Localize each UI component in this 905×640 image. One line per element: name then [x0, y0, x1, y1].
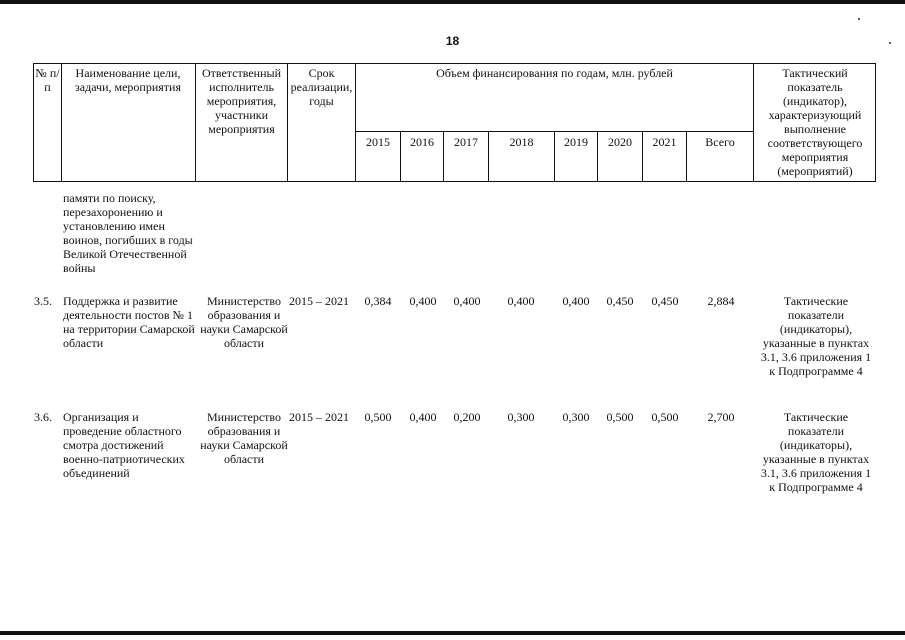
header-executor: Ответственный исполнитель мероприятия, участники мероприятия [201, 66, 282, 136]
header-total: Всего [705, 135, 735, 149]
value-total: 2,700 [707, 410, 735, 424]
continuation-text: памяти по поиску, перезахоронению и установлению имен воинов, погибших в годы Великой Отечественной войны [63, 191, 193, 275]
header-year: 2015 [366, 135, 390, 149]
row-name: Организация и проведение областного смотра достижений военно-патриотических объединений [63, 410, 185, 480]
header-year: 2020 [608, 135, 632, 149]
row-no: 3.5. [34, 294, 52, 308]
value-2017: 0,200 [453, 410, 481, 424]
value-total: 2,884 [707, 294, 735, 308]
value-2020: 0,500 [606, 410, 634, 424]
header-term: Срок реализации, годы [290, 66, 353, 108]
value-2018: 0,400 [507, 294, 535, 308]
header-no: № п/п [35, 66, 60, 94]
row-indicator: Тактические показатели (индикаторы), указанные в пунктах 3.1, 3.6 приложения 1 к Подпрограмме 4 [760, 410, 872, 494]
header-year: 2017 [454, 135, 478, 149]
header-year: 2016 [410, 135, 434, 149]
row-term: 2015 – 2021 [289, 410, 349, 424]
value-2015: 0,500 [364, 410, 392, 424]
value-2020: 0,450 [606, 294, 634, 308]
value-2017: 0,400 [453, 294, 481, 308]
value-2019: 0,400 [562, 294, 590, 308]
row-executor: Министерство образования и науки Самарской области [200, 410, 288, 466]
scan-speck [858, 18, 860, 20]
value-2015: 0,384 [364, 294, 392, 308]
value-2018: 0,300 [507, 410, 535, 424]
row-executor: Министерство образования и науки Самарской области [200, 294, 288, 350]
row-no: 3.6. [34, 410, 52, 424]
header-indicator: Тактический показатель (индикатор), характеризующий выполнение соответствующего мероприятия (мероприятий) [767, 66, 863, 178]
value-2021: 0,500 [651, 410, 679, 424]
value-2019: 0,300 [562, 410, 590, 424]
header-year: 2018 [509, 135, 534, 149]
header-year: 2019 [564, 135, 588, 149]
row-name: Поддержка и развитие деятельности постов № 1 на территории Самарской области [63, 294, 195, 350]
row-indicator: Тактические показатели (индикаторы), указанные в пунктах 3.1, 3.6 приложения 1 к Подпрограмме 4 [760, 294, 872, 378]
page-number: 18 [445, 34, 460, 48]
value-2021: 0,450 [651, 294, 679, 308]
header-year: 2021 [652, 135, 677, 149]
bottom-scan-border [0, 631, 905, 635]
value-2016: 0,400 [409, 294, 437, 308]
header-name: Наименование цели, задачи, мероприятия [75, 66, 181, 94]
value-2016: 0,400 [409, 410, 437, 424]
row-term: 2015 – 2021 [289, 294, 349, 308]
top-scan-border [0, 0, 905, 4]
header-funding: Объем финансирования по годам, млн. рублей [436, 66, 673, 80]
